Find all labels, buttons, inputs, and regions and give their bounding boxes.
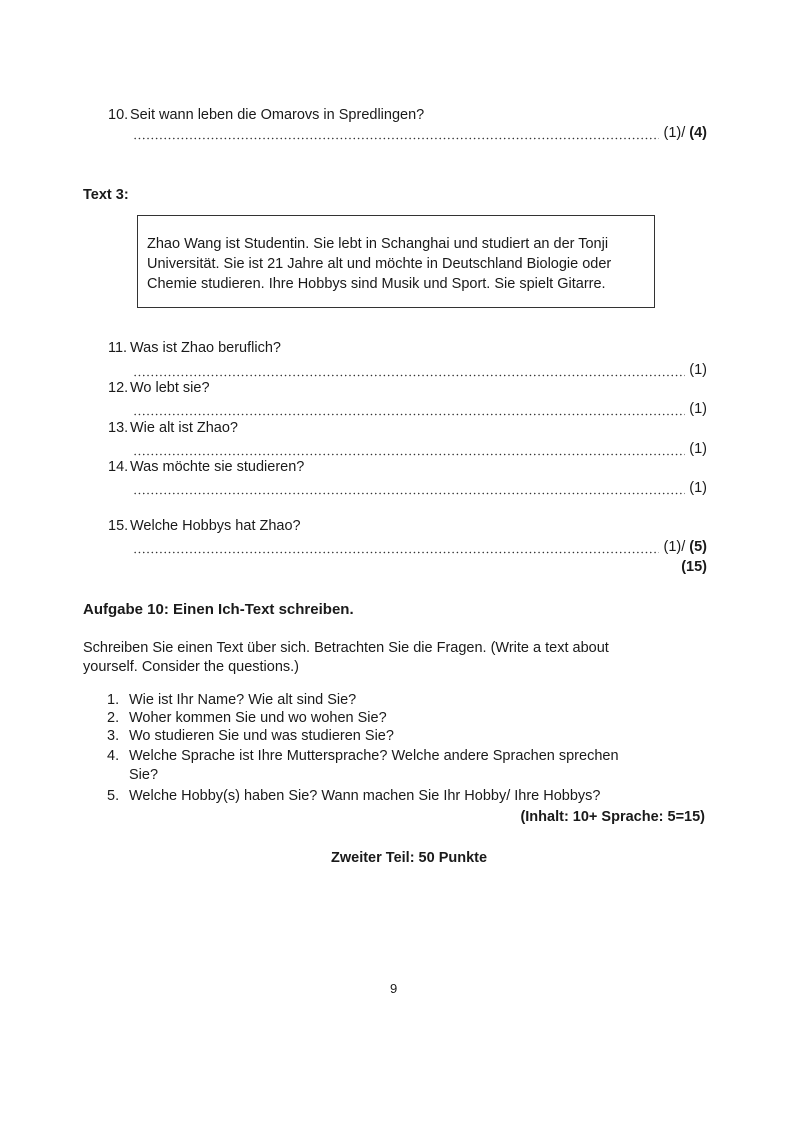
passage-line: Zhao Wang ist Studentin. Sie lebt in Schanghai und studiert an der Tonji <box>147 236 609 252</box>
answer-line-13[interactable] <box>133 440 707 458</box>
dotted-line <box>133 538 659 556</box>
question-text: Seit wann leben die Omarovs in Spredlingen? <box>130 107 425 123</box>
passage-line: Chemie studieren. Ihre Hobbys sind Musik und Sport. Sie spielt Gitarre. <box>147 276 606 292</box>
text3-box <box>137 215 655 308</box>
page-number: 9 <box>390 981 398 996</box>
list-item-3: 3. Wo studieren Sie und was studieren Sie? <box>107 728 394 744</box>
dotted-line <box>133 400 685 418</box>
answer-line-12[interactable] <box>133 400 707 418</box>
points: (1) <box>689 441 707 457</box>
list-item-4: 4. Welche Sprache ist Ihre Muttersprache? Welche andere Sprachen sprechen Sie? <box>107 748 619 783</box>
answer-line-15[interactable] <box>133 538 707 556</box>
question-14: 14. Was möchte sie studieren? <box>108 459 305 475</box>
points: (1)/ (5) <box>663 539 707 555</box>
points: (1) <box>689 401 707 417</box>
text3-heading: Text 3: <box>83 187 129 203</box>
points: (1) <box>689 362 707 378</box>
answer-line-14[interactable] <box>133 479 707 497</box>
question-11: 11. Was ist Zhao beruflich? <box>108 340 281 356</box>
text3-passage <box>147 234 652 294</box>
question-15: 15. Welche Hobbys hat Zhao? <box>108 518 301 534</box>
answer-line-11[interactable] <box>133 361 707 379</box>
points: (1) <box>689 480 707 496</box>
question-10 <box>108 106 424 124</box>
list-item-1: 1. Wie ist Ihr Name? Wie alt sind Sie? <box>107 692 357 708</box>
question-number: 10. <box>108 107 129 123</box>
dotted-line <box>133 479 685 497</box>
answer-line-10[interactable] <box>133 124 707 142</box>
aufgabe10-instruction: Schreiben Sie einen Text über sich. Betrachten Sie die Fragen. (Write a text about yourself. Consider the questions.) <box>83 640 609 675</box>
list-item-5: 5. Welche Hobby(s) haben Sie? Wann machen Sie Ihr Hobby/ Ihre Hobbys? <box>107 788 601 804</box>
list-item-2: 2. Woher kommen Sie und wo wohen Sie? <box>107 710 387 726</box>
dotted-line <box>133 124 659 142</box>
dotted-line <box>133 440 685 458</box>
question-12: 12. Wo lebt sie? <box>108 380 210 396</box>
question-13: 13. Wie alt ist Zhao? <box>108 420 238 436</box>
scoring-note: (Inhalt: 10+ Sprache: 5=15) <box>520 809 705 825</box>
dotted-line <box>133 361 685 379</box>
points: (1)/ (4) <box>663 125 707 141</box>
part-total: Zweiter Teil: 50 Punkte <box>331 850 488 866</box>
aufgabe10-title: Aufgabe 10: Einen Ich-Text schreiben. <box>83 601 354 618</box>
section-total: (15) <box>681 559 707 575</box>
passage-line: Universität. Sie ist 21 Jahre alt und möchte in Deutschland Biologie oder <box>147 256 612 272</box>
